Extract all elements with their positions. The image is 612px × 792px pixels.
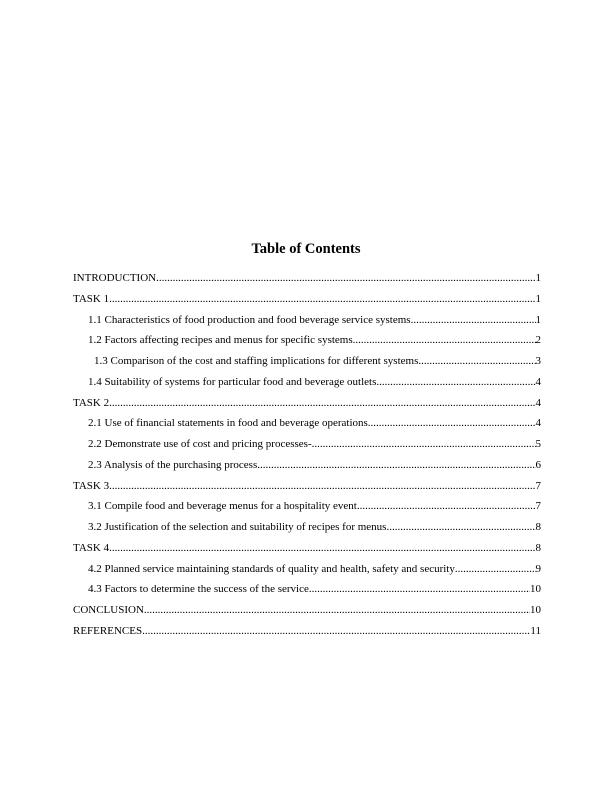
- toc-entry-page-number: 6: [535, 458, 541, 471]
- toc-entry-title: TASK 3: [73, 479, 110, 492]
- toc-entry[interactable]: [73, 330, 541, 351]
- toc-entry-title: 2.3 Analysis of the purchasing process: [88, 458, 258, 471]
- toc-dot-leader: [376, 372, 535, 393]
- toc-entry-page-number: 2: [535, 334, 541, 347]
- toc-entry-title: 1.3 Comparison of the cost and staffing implications for different systems: [94, 355, 419, 367]
- toc-dot-leader: [109, 538, 535, 559]
- toc-title: Table of Contents: [251, 241, 361, 257]
- toc-entry-title: 1.2 Factors affecting recipes and menus for specific systems: [88, 334, 353, 347]
- table-of-contents: [73, 268, 541, 642]
- toc-entry-title: TASK 4: [73, 541, 110, 554]
- toc-entry-title: INTRODUCTION: [73, 272, 157, 284]
- toc-entry-page-number: 9: [535, 562, 541, 575]
- toc-entry[interactable]: [73, 517, 541, 538]
- toc-entry[interactable]: [73, 559, 541, 580]
- toc-entry-title: 3.1 Compile food and beverage menus for a hospitality event: [88, 500, 357, 513]
- toc-dot-leader: [156, 268, 535, 289]
- toc-entry-page-number: 3: [535, 355, 541, 367]
- toc-entry-title: 3.2 Justification of the selection and suitability of recipes for menus: [88, 521, 387, 533]
- toc-entry-page-number: 7: [535, 500, 541, 513]
- toc-entry-page-number: 4: [535, 396, 541, 409]
- toc-dot-leader: [455, 559, 536, 580]
- toc-entry[interactable]: [73, 455, 541, 476]
- toc-entry[interactable]: [73, 413, 541, 434]
- toc-entry-page-number: 4: [535, 417, 541, 430]
- toc-entry[interactable]: [73, 289, 541, 310]
- toc-entry-page-number: 8: [535, 541, 541, 554]
- toc-entry-title: 2.2 Demonstrate use of cost and pricing processes-: [88, 438, 312, 450]
- toc-entry-page-number: 1: [535, 292, 541, 305]
- toc-entry-title: TASK 1: [73, 292, 110, 305]
- toc-entry-page-number: 1: [535, 313, 541, 326]
- toc-entry[interactable]: [73, 268, 541, 289]
- toc-dot-leader: [309, 579, 530, 600]
- toc-entry-page-number: 7: [535, 479, 541, 492]
- toc-entry[interactable]: [73, 621, 541, 642]
- toc-dot-leader: [144, 600, 530, 621]
- toc-entry-title: REFERENCES: [73, 624, 143, 637]
- toc-entry[interactable]: [73, 579, 541, 600]
- toc-entry-title: CONCLUSION: [73, 604, 144, 616]
- toc-dot-leader: [368, 413, 536, 434]
- toc-entry[interactable]: [73, 496, 541, 517]
- toc-dot-leader: [312, 434, 536, 455]
- toc-dot-leader: [386, 517, 535, 538]
- toc-entry-title: TASK 2: [73, 396, 110, 409]
- toc-entry[interactable]: [73, 476, 541, 497]
- toc-entry-page-number: 10: [530, 604, 541, 616]
- toc-entry[interactable]: [73, 538, 541, 559]
- toc-entry[interactable]: [73, 434, 541, 455]
- toc-entry-page-number: 10: [530, 583, 541, 596]
- toc-dot-leader: [109, 289, 535, 310]
- toc-dot-leader: [411, 310, 536, 331]
- toc-dot-leader: [353, 330, 536, 351]
- toc-dot-leader: [109, 393, 535, 414]
- toc-entry[interactable]: [73, 310, 541, 331]
- toc-entry[interactable]: [73, 600, 541, 621]
- toc-entry-page-number: 1: [535, 272, 541, 284]
- toc-entry-title: 4.3 Factors to determine the success of the service: [88, 583, 309, 596]
- toc-dot-leader: [257, 455, 535, 476]
- toc-entry-title: 1.4 Suitability of systems for particular food and beverage outlets: [88, 375, 377, 388]
- toc-entry-page-number: 4: [535, 375, 541, 388]
- toc-entry-title: 1.1 Characteristics of food production and food beverage service systems: [88, 313, 411, 326]
- toc-entry[interactable]: [73, 351, 541, 372]
- toc-entry-title: 2.1 Use of financial statements in food and beverage operations: [88, 417, 368, 430]
- toc-dot-leader: [109, 476, 535, 497]
- toc-dot-leader: [142, 621, 530, 642]
- toc-entry-page-number: 8: [535, 521, 541, 533]
- toc-entry[interactable]: [73, 393, 541, 414]
- toc-entry-page-number: 11: [530, 624, 541, 637]
- toc-entry-page-number: 5: [535, 438, 541, 450]
- toc-dot-leader: [357, 496, 536, 517]
- toc-entry-title: 4.2 Planned service maintaining standards of quality and health, safety and security: [88, 562, 455, 575]
- toc-dot-leader: [418, 351, 535, 372]
- toc-entry[interactable]: [73, 372, 541, 393]
